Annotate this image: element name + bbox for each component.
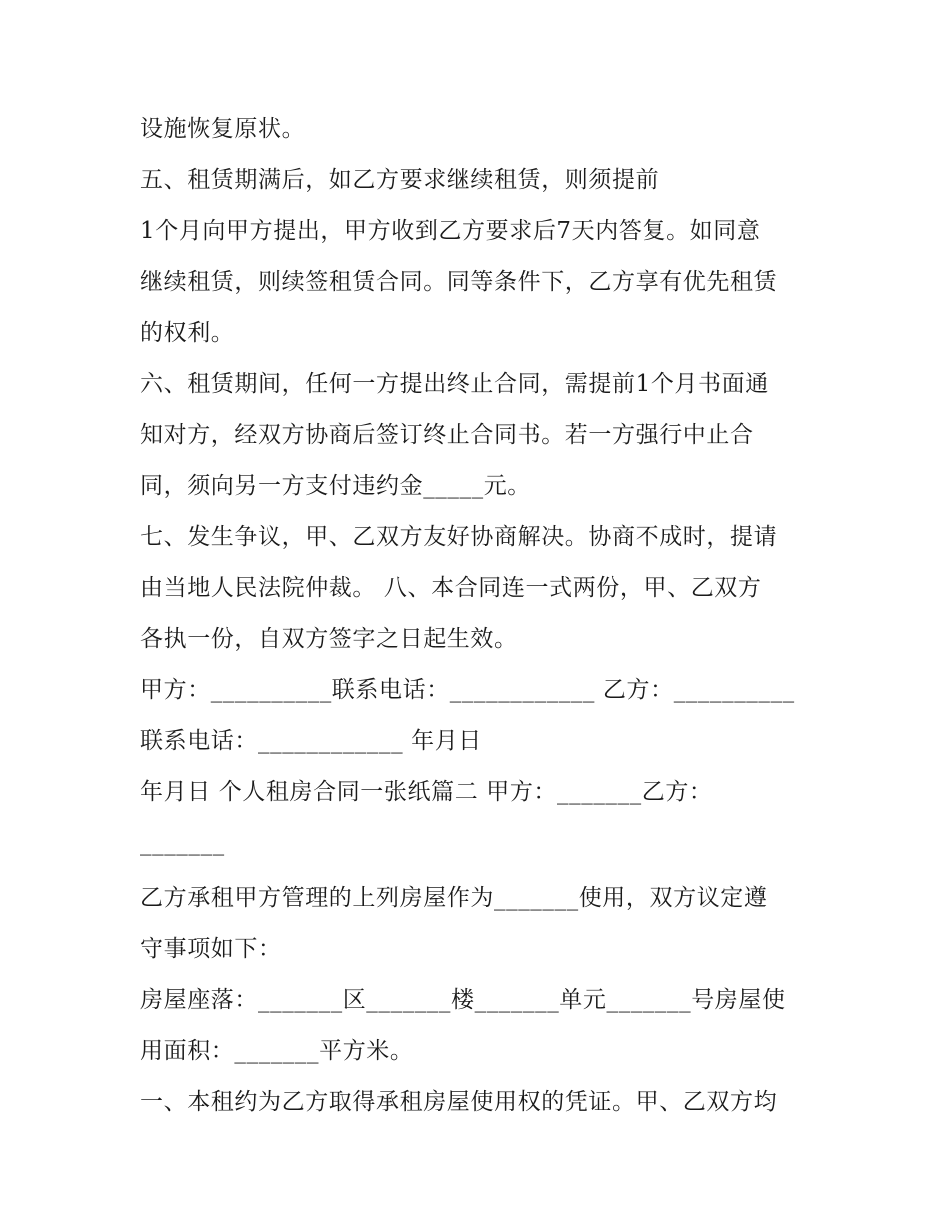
text-line: 乙方承租甲方管理的上列房屋作为_______使用，双方议定遵 (140, 885, 768, 911)
text-line: 房屋座落：_______区_______楼_______单元_______号房屋使 (140, 987, 786, 1013)
text-line: 1个月向甲方提出，甲方收到乙方要求后7天内答复。如同意 (140, 218, 761, 244)
text-line: 设施恢复原状。 (140, 116, 306, 142)
text-line: _______ (140, 830, 225, 856)
signature-line-party-a: 甲方：__________联系电话：____________ 乙方：__________ (140, 677, 795, 703)
text-line: 一、本租约为乙方取得承租房屋使用权的凭证。甲、乙双方均 (140, 1089, 778, 1115)
text-line: 由当地人民法院仲裁。 八、本合同连一式两份，甲、乙双方 (140, 575, 762, 601)
text-line: 各执一份，自双方签字之日起生效。 (140, 626, 518, 652)
text-line: 六、租赁期间，任何一方提出终止合同，需提前1个月书面通 (140, 371, 769, 397)
text-line: 用面积：_______平方米。 (140, 1038, 414, 1064)
document-body (140, 104, 820, 1128)
signature-line-phone: 联系电话：____________ 年月日 (140, 728, 482, 754)
text-line: 知对方，经双方协商后签订终止合同书。若一方强行中止合 (140, 422, 754, 448)
text-line: 七、发生争议，甲、乙双方友好协商解决。协商不成时，提请 (140, 524, 778, 550)
text-line: 同，须向另一方支付违约金_____元。 (140, 473, 531, 499)
text-line: 的权利。 (140, 320, 235, 346)
text-line: 守事项如下： (140, 936, 282, 962)
text-line: 五、租赁期满后，如乙方要求继续租赁，则须提前 (140, 167, 660, 193)
text-line: 年月日 个人租房合同一张纸篇二 甲方：_______乙方： (140, 779, 713, 805)
text-line: 继续租赁，则续签租赁合同。同等条件下，乙方享有优先租赁 (140, 269, 778, 295)
